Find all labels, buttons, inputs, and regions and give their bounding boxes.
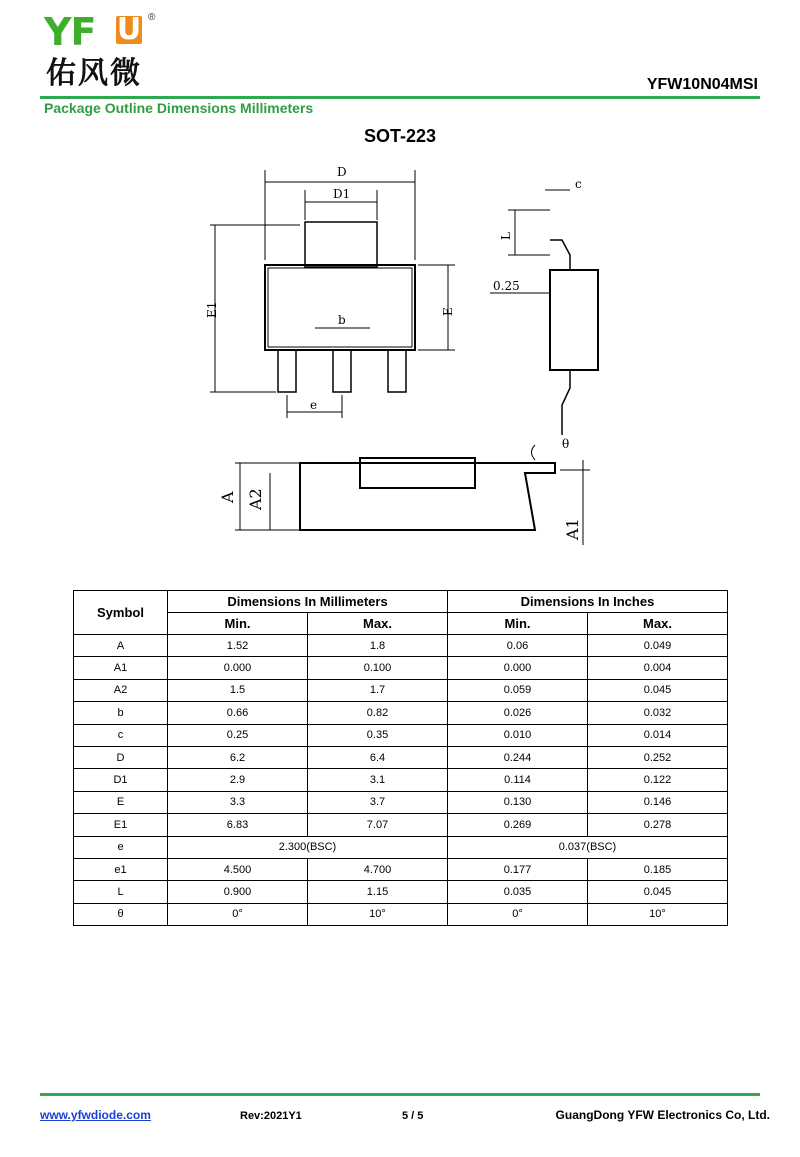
side-body bbox=[550, 270, 598, 370]
cell-symbol: A bbox=[74, 635, 168, 657]
cell-symbol: E1 bbox=[74, 814, 168, 836]
label-A: A bbox=[218, 491, 237, 503]
cell-mm-min: 2.9 bbox=[168, 769, 308, 791]
section-title: Package Outline Dimensions Millimeters bbox=[44, 100, 314, 116]
cell-in-max: 10° bbox=[588, 903, 728, 925]
table-row bbox=[74, 858, 728, 880]
cell-mm-min: 0.66 bbox=[168, 702, 308, 724]
cell-symbol: D bbox=[74, 746, 168, 768]
table-row bbox=[74, 635, 728, 657]
cell-symbol: e1 bbox=[74, 858, 168, 880]
cell-mm-min: 0° bbox=[168, 903, 308, 925]
top-tab bbox=[305, 222, 377, 267]
cell-in-min: 0.026 bbox=[448, 702, 588, 724]
cell-mm-min: 4.500 bbox=[168, 858, 308, 880]
cell-in-min: 0° bbox=[448, 903, 588, 925]
cell-symbol: L bbox=[74, 881, 168, 903]
label-E1: E1 bbox=[205, 301, 219, 318]
footer-rule bbox=[40, 1093, 760, 1096]
logo-letters: YF bbox=[44, 10, 96, 54]
cell-mm-min: 1.5 bbox=[168, 679, 308, 701]
cell-symbol: θ bbox=[74, 903, 168, 925]
cell-mm-max: 10° bbox=[308, 903, 448, 925]
label-c: c bbox=[575, 177, 582, 191]
cell-mm-bsc: 2.300(BSC) bbox=[168, 836, 448, 858]
label-A1: A1 bbox=[563, 518, 582, 540]
lead-1 bbox=[278, 350, 296, 392]
table-row-e bbox=[74, 836, 728, 858]
top-body-inner bbox=[268, 268, 412, 347]
package-outline-drawing bbox=[190, 160, 610, 550]
registered-mark: ® bbox=[148, 12, 156, 23]
label-thickness: 0.25 bbox=[493, 279, 520, 293]
cell-in-max: 0.122 bbox=[588, 769, 728, 791]
table-row bbox=[74, 657, 728, 679]
cell-mm-min: 0.000 bbox=[168, 657, 308, 679]
cell-mm-min: 1.52 bbox=[168, 635, 308, 657]
cell-mm-max: 1.8 bbox=[308, 635, 448, 657]
mm-max-header: Max. bbox=[308, 613, 448, 635]
cell-mm-min: 0.900 bbox=[168, 881, 308, 903]
cell-mm-max: 0.100 bbox=[308, 657, 448, 679]
cell-in-min: 0.114 bbox=[448, 769, 588, 791]
part-number: YFW10N04MSI bbox=[646, 76, 758, 93]
label-theta: θ bbox=[562, 437, 570, 451]
cell-in-min: 0.130 bbox=[448, 791, 588, 813]
package-title: SOT-223 bbox=[363, 126, 437, 146]
table-row bbox=[74, 814, 728, 836]
table-subheader-row bbox=[74, 613, 728, 635]
mm-header: Dimensions In Millimeters bbox=[168, 591, 448, 613]
cell-in-min: 0.177 bbox=[448, 858, 588, 880]
table-row bbox=[74, 903, 728, 925]
cell-in-bsc: 0.037(BSC) bbox=[448, 836, 728, 858]
header-rule bbox=[40, 96, 760, 99]
top-body bbox=[265, 265, 415, 350]
table-row bbox=[74, 746, 728, 768]
cell-symbol: E bbox=[74, 791, 168, 813]
cell-symbol: e bbox=[74, 836, 168, 858]
cell-symbol: D1 bbox=[74, 769, 168, 791]
cell-in-max: 0.004 bbox=[588, 657, 728, 679]
cell-mm-max: 3.1 bbox=[308, 769, 448, 791]
label-A2: A2 bbox=[246, 488, 265, 510]
table-row bbox=[74, 679, 728, 701]
table-row bbox=[74, 791, 728, 813]
cell-in-max: 0.278 bbox=[588, 814, 728, 836]
cell-symbol: A2 bbox=[74, 679, 168, 701]
logo-chinese-name: 佑风微 bbox=[46, 56, 142, 91]
cell-in-min: 0.010 bbox=[448, 724, 588, 746]
cell-mm-min: 3.3 bbox=[168, 791, 308, 813]
lead-3 bbox=[388, 350, 406, 392]
cell-symbol: b bbox=[74, 702, 168, 724]
table-row bbox=[74, 881, 728, 903]
cell-in-max: 0.045 bbox=[588, 679, 728, 701]
table-row bbox=[74, 702, 728, 724]
cell-in-min: 0.06 bbox=[448, 635, 588, 657]
cell-in-min: 0.035 bbox=[448, 881, 588, 903]
cell-mm-min: 6.2 bbox=[168, 746, 308, 768]
cell-in-max: 0.252 bbox=[588, 746, 728, 768]
cell-in-max: 0.049 bbox=[588, 635, 728, 657]
front-body bbox=[300, 463, 555, 530]
cell-in-max: 0.146 bbox=[588, 791, 728, 813]
page-number: 5 / 5 bbox=[402, 1110, 424, 1122]
inch-header: Dimensions In Inches bbox=[448, 591, 728, 613]
cell-in-max: 0.185 bbox=[588, 858, 728, 880]
cell-mm-max: 0.35 bbox=[308, 724, 448, 746]
cell-mm-max: 3.7 bbox=[308, 791, 448, 813]
table-row bbox=[74, 769, 728, 791]
revision-label: Rev:2021Y1 bbox=[240, 1110, 302, 1122]
cell-in-max: 0.032 bbox=[588, 702, 728, 724]
cell-in-min: 0.269 bbox=[448, 814, 588, 836]
cell-mm-max: 1.15 bbox=[308, 881, 448, 903]
cell-symbol: c bbox=[74, 724, 168, 746]
dimensions-table bbox=[73, 590, 728, 926]
cell-in-max: 0.045 bbox=[588, 881, 728, 903]
cell-mm-max: 6.4 bbox=[308, 746, 448, 768]
lead-2 bbox=[333, 350, 351, 392]
cell-symbol: A1 bbox=[74, 657, 168, 679]
cell-in-min: 0.244 bbox=[448, 746, 588, 768]
label-L: L bbox=[499, 232, 513, 240]
label-D: D bbox=[337, 165, 347, 179]
website-link[interactable]: www.yfwdiode.com bbox=[40, 1108, 151, 1122]
label-D1: D1 bbox=[333, 187, 351, 201]
cell-in-max: 0.014 bbox=[588, 724, 728, 746]
table-row bbox=[74, 724, 728, 746]
cell-in-min: 0.000 bbox=[448, 657, 588, 679]
cell-in-min: 0.059 bbox=[448, 679, 588, 701]
label-E: E bbox=[441, 307, 455, 316]
in-max-header: Max. bbox=[588, 613, 728, 635]
cell-mm-min: 0.25 bbox=[168, 724, 308, 746]
in-min-header: Min. bbox=[448, 613, 588, 635]
symbol-header: Symbol bbox=[74, 591, 168, 635]
cell-mm-max: 4.700 bbox=[308, 858, 448, 880]
cell-mm-max: 7.07 bbox=[308, 814, 448, 836]
company-logo bbox=[44, 12, 154, 94]
logo-u-mark: U bbox=[116, 12, 142, 47]
mm-min-header: Min. bbox=[168, 613, 308, 635]
cell-mm-min: 6.83 bbox=[168, 814, 308, 836]
label-b: b bbox=[338, 313, 346, 327]
label-e: e bbox=[310, 398, 318, 412]
table-header-row bbox=[74, 591, 728, 613]
cell-mm-max: 0.82 bbox=[308, 702, 448, 724]
company-name: GuangDong YFW Electronics Co, Ltd. bbox=[555, 1108, 770, 1122]
cell-mm-max: 1.7 bbox=[308, 679, 448, 701]
